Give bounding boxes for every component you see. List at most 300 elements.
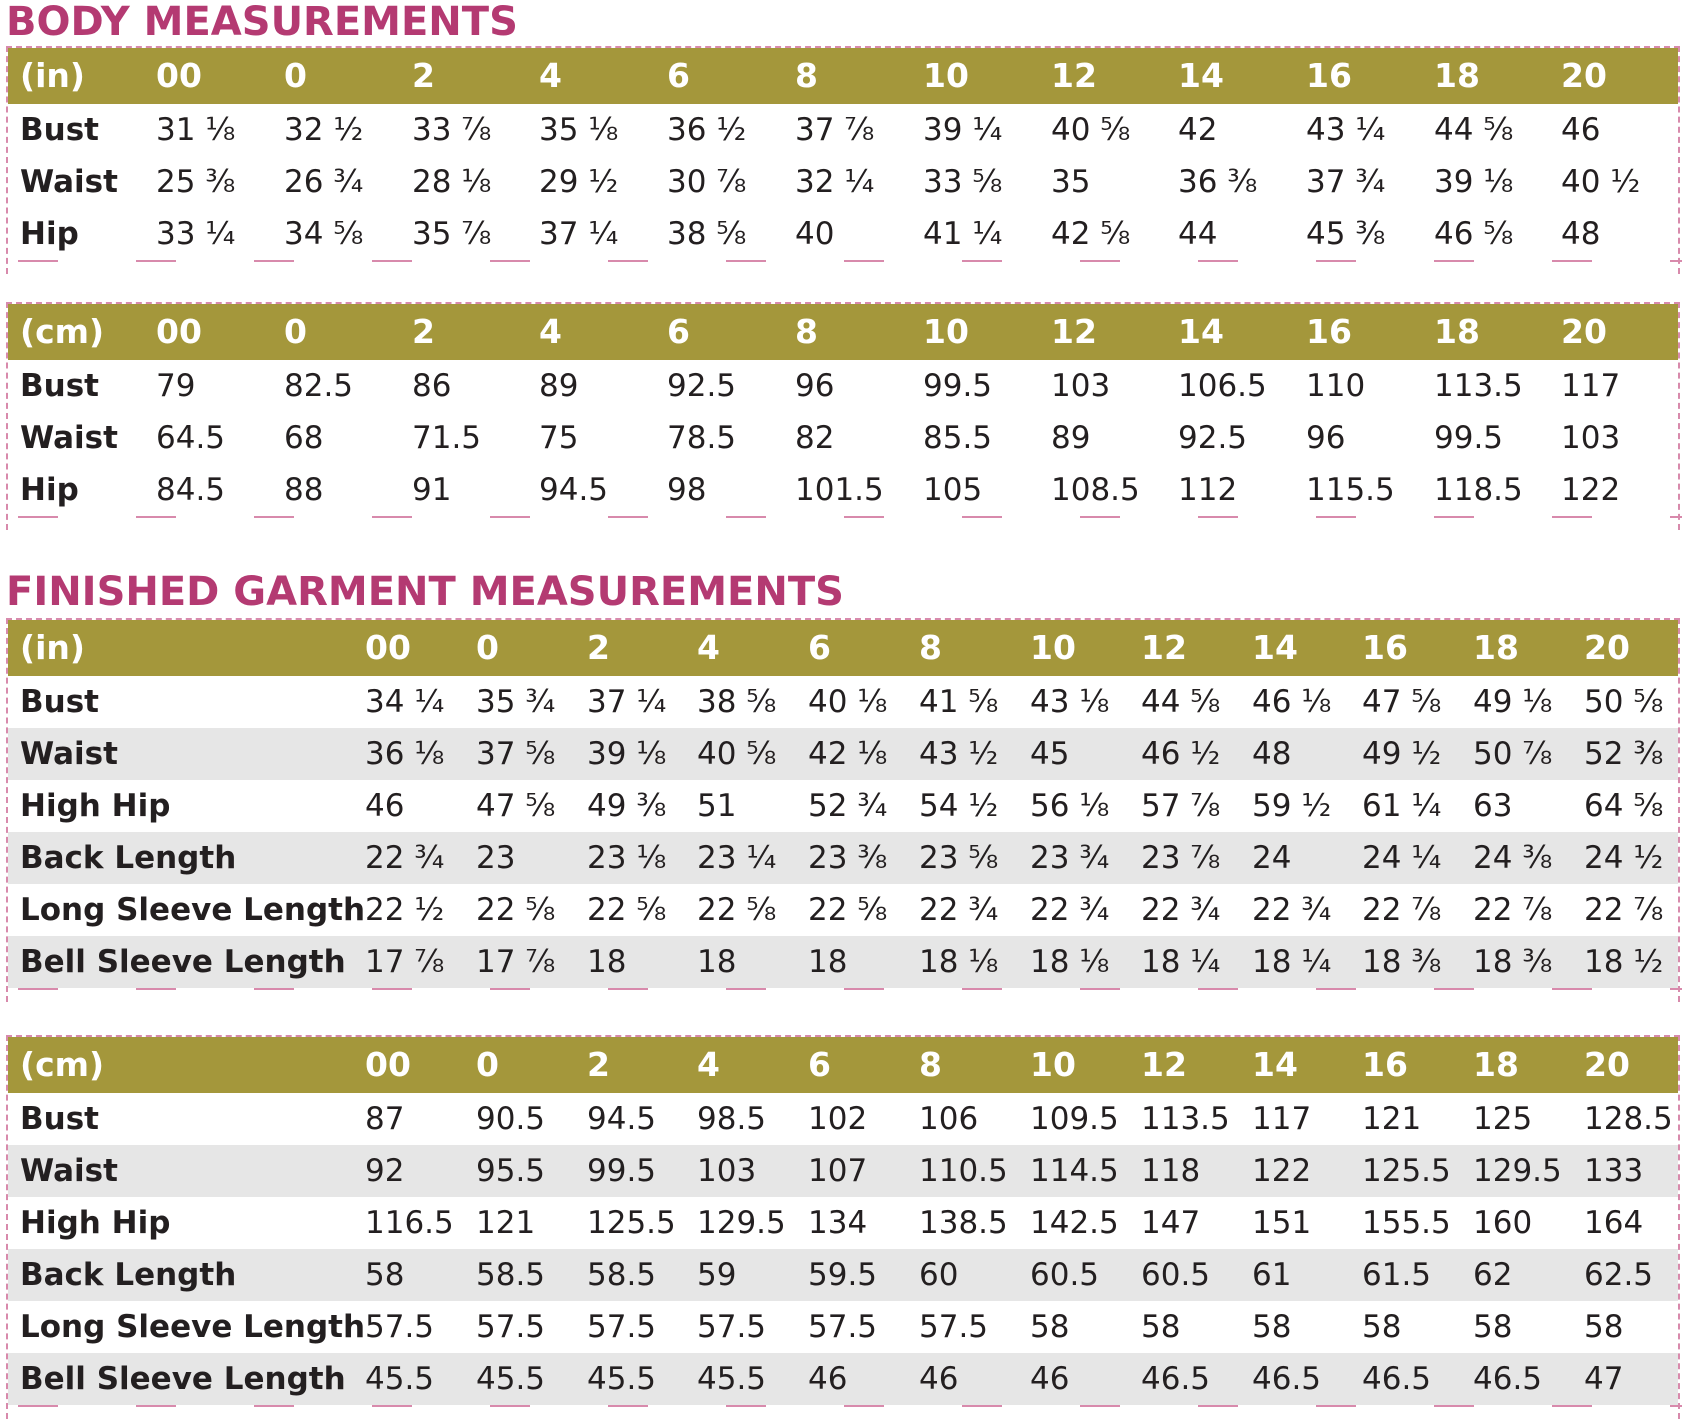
cell-value: 17 ⅞ [476, 944, 556, 980]
dash-segment [1434, 988, 1474, 990]
cell-value: 64.5 [156, 420, 226, 456]
cell-value: 46.5 [1141, 1361, 1211, 1397]
cell-value: 106 [919, 1101, 979, 1137]
cell-value: 34 ⅝ [284, 216, 364, 252]
row-label: Waist [20, 420, 118, 456]
cell-value: 61.5 [1362, 1257, 1432, 1293]
cell-value: 103 [1561, 420, 1621, 456]
table-row [8, 1353, 1678, 1405]
cell-value: 33 ⅞ [412, 112, 492, 148]
dash-segment [136, 988, 176, 990]
cell-value: 36 ½ [667, 112, 747, 148]
cell-value: 18 [587, 944, 627, 980]
dash-segment [372, 1405, 412, 1407]
row-label: Bust [20, 112, 99, 148]
cell-value: 52 ¾ [808, 788, 888, 824]
dash-segment [18, 988, 58, 990]
cell-value: 47 ⅝ [1362, 684, 1442, 720]
cell-value: 24 ½ [1584, 840, 1664, 876]
cell-value: 29 ½ [539, 164, 619, 200]
cell-value: 98 [667, 472, 707, 508]
cell-value: 46 [1030, 1361, 1070, 1397]
size-header: 00 [365, 1045, 411, 1084]
cell-value: 110 [1306, 368, 1366, 404]
cell-value: 92.5 [1178, 420, 1248, 456]
cell-value: 58 [365, 1257, 405, 1293]
table-header [8, 48, 1678, 104]
cell-value: 142.5 [1030, 1205, 1119, 1241]
cell-value: 44 [1178, 216, 1218, 252]
cell-value: 75 [539, 420, 579, 456]
garment-measurements-inches-table [6, 618, 1680, 1002]
cell-value: 25 ⅜ [156, 164, 236, 200]
cell-value: 22 ⅞ [1362, 892, 1442, 928]
cell-value: 60 [919, 1257, 959, 1293]
cell-value: 109.5 [1030, 1101, 1119, 1137]
cell-value: 99.5 [587, 1153, 657, 1189]
cell-value: 58.5 [476, 1257, 546, 1293]
cell-value: 46 [919, 1361, 959, 1397]
cell-value: 58 [1252, 1309, 1292, 1345]
cell-value: 44 ⅝ [1434, 112, 1514, 148]
dash-segment [490, 516, 530, 518]
cell-value: 22 ½ [365, 892, 445, 928]
cell-value: 98.5 [697, 1101, 767, 1137]
dash-segment [490, 1405, 530, 1407]
cell-value: 45.5 [587, 1361, 657, 1397]
dash-segment [1552, 260, 1592, 262]
size-header: 10 [923, 312, 969, 351]
cell-value: 37 ⅞ [795, 112, 875, 148]
cell-value: 164 [1584, 1205, 1644, 1241]
cell-value: 23 ⅝ [919, 840, 999, 876]
cell-value: 18 ⅛ [919, 944, 999, 980]
cell-value: 24 ⅜ [1473, 840, 1553, 876]
cell-value: 107 [808, 1153, 868, 1189]
dash-segment [608, 516, 648, 518]
cell-value: 18 ½ [1584, 944, 1664, 980]
cell-value: 23 [476, 840, 516, 876]
cell-value: 57.5 [476, 1309, 546, 1345]
cell-value: 115.5 [1306, 472, 1395, 508]
cell-value: 89 [1051, 420, 1091, 456]
cell-value: 57.5 [919, 1309, 989, 1345]
size-header: 0 [476, 1045, 499, 1084]
cell-value: 114.5 [1030, 1153, 1119, 1189]
cell-value: 58 [1141, 1309, 1181, 1345]
size-header: 12 [1051, 56, 1097, 95]
cell-value: 22 ¾ [1141, 892, 1221, 928]
cell-value: 22 ⅝ [587, 892, 667, 928]
size-header: 18 [1434, 312, 1480, 351]
cell-value: 41 ⅝ [919, 684, 999, 720]
table-row [8, 104, 1678, 156]
cell-value: 32 ¼ [795, 164, 875, 200]
dash-segment [1552, 1405, 1592, 1407]
cell-value: 22 ¾ [1030, 892, 1110, 928]
dash-segment [372, 260, 412, 262]
cell-value: 59.5 [808, 1257, 878, 1293]
size-header: 4 [697, 1045, 720, 1084]
cell-value: 58.5 [587, 1257, 657, 1293]
cell-value: 155.5 [1362, 1205, 1451, 1241]
cell-value: 28 ⅛ [412, 164, 492, 200]
dash-segment [372, 516, 412, 518]
cell-value: 58 [1362, 1309, 1402, 1345]
cell-value: 38 ⅝ [697, 684, 777, 720]
cell-value: 125.5 [587, 1205, 676, 1241]
cell-value: 56 ⅛ [1030, 788, 1110, 824]
dash-segment [372, 988, 412, 990]
dash-segment [844, 260, 884, 262]
cell-value: 37 ¾ [1306, 164, 1386, 200]
dash-segment [254, 988, 294, 990]
row-label: Waist [20, 736, 118, 772]
cell-value: 129.5 [1473, 1153, 1562, 1189]
cell-value: 22 ⅞ [1473, 892, 1553, 928]
cell-value: 18 [697, 944, 737, 980]
cell-value: 22 ¾ [365, 840, 445, 876]
dash-segment [1080, 516, 1120, 518]
cell-value: 96 [795, 368, 835, 404]
cell-value: 23 ¾ [1030, 840, 1110, 876]
cell-value: 46 [1561, 112, 1601, 148]
size-header: 8 [795, 56, 818, 95]
cell-value: 50 ⅞ [1473, 736, 1553, 772]
dash-segment [136, 516, 176, 518]
cell-value: 26 ¾ [284, 164, 364, 200]
cell-value: 79 [156, 368, 196, 404]
row-label: Bell Sleeve Length [20, 1361, 346, 1397]
cell-value: 22 ⅞ [1584, 892, 1664, 928]
row-label: Bust [20, 684, 99, 720]
cell-value: 23 ¼ [697, 840, 777, 876]
cell-value: 58 [1584, 1309, 1624, 1345]
size-header: 12 [1141, 628, 1187, 667]
cell-value: 40 ⅛ [808, 684, 888, 720]
cell-value: 22 ⅝ [697, 892, 777, 928]
cell-value: 46.5 [1252, 1361, 1322, 1397]
dash-segment [962, 988, 1002, 990]
cell-value: 46.5 [1362, 1361, 1432, 1397]
cell-value: 82 [795, 420, 835, 456]
cell-value: 46 ⅝ [1434, 216, 1514, 252]
dash-segment [254, 260, 294, 262]
cell-value: 92 [365, 1153, 405, 1189]
dash-segment [1434, 260, 1474, 262]
cell-value: 125.5 [1362, 1153, 1451, 1189]
table-row [8, 832, 1678, 884]
cell-value: 128.5 [1584, 1101, 1673, 1137]
dash-segment [136, 1405, 176, 1407]
cell-value: 36 ⅜ [1178, 164, 1258, 200]
size-header: 14 [1178, 56, 1224, 95]
cell-value: 103 [697, 1153, 757, 1189]
cell-value: 38 ⅝ [667, 216, 747, 252]
row-label: Bust [20, 1101, 99, 1137]
cell-value: 63 [1473, 788, 1513, 824]
cell-value: 35 [1051, 164, 1091, 200]
cell-value: 94.5 [539, 472, 609, 508]
cell-value: 24 [1252, 840, 1292, 876]
table-bottom-border [8, 260, 1678, 274]
dash-segment [726, 260, 766, 262]
size-header: 12 [1051, 312, 1097, 351]
row-label: Bell Sleeve Length [20, 944, 346, 980]
cell-value: 48 [1561, 216, 1601, 252]
cell-value: 87 [365, 1101, 405, 1137]
dash-segment [608, 260, 648, 262]
row-label: Long Sleeve Length [20, 1309, 366, 1345]
table-row [8, 464, 1678, 516]
cell-value: 37 ¼ [539, 216, 619, 252]
size-header: 00 [156, 56, 202, 95]
size-header: 18 [1434, 56, 1480, 95]
cell-value: 18 ¼ [1141, 944, 1221, 980]
cell-value: 101.5 [795, 472, 884, 508]
cell-value: 129.5 [697, 1205, 786, 1241]
unit-label: (cm) [20, 312, 105, 351]
cell-value: 62.5 [1584, 1257, 1654, 1293]
body-measurements-inches-table [6, 46, 1680, 274]
size-header: 20 [1561, 312, 1607, 351]
dash-segment [1080, 1405, 1120, 1407]
dash-segment [1080, 260, 1120, 262]
cell-value: 36 ⅛ [365, 736, 445, 772]
cell-value: 39 ¼ [923, 112, 1003, 148]
cell-value: 118 [1141, 1153, 1201, 1189]
size-header: 2 [412, 312, 435, 351]
cell-value: 118.5 [1434, 472, 1523, 508]
size-header: 00 [156, 312, 202, 351]
cell-value: 46 ½ [1141, 736, 1221, 772]
cell-value: 33 ⅝ [923, 164, 1003, 200]
cell-value: 133 [1584, 1153, 1644, 1189]
cell-value: 47 [1584, 1361, 1624, 1397]
cell-value: 32 ½ [284, 112, 364, 148]
table-row [8, 780, 1678, 832]
table-row [8, 360, 1678, 412]
cell-value: 94.5 [587, 1101, 657, 1137]
cell-value: 89 [539, 368, 579, 404]
size-header: 6 [667, 312, 690, 351]
dash-segment [1552, 988, 1592, 990]
unit-label: (in) [20, 56, 85, 95]
size-header: 2 [587, 628, 610, 667]
finished-garment-measurements-title: FINISHED GARMENT MEASUREMENTS [6, 569, 844, 615]
cell-value: 106.5 [1178, 368, 1267, 404]
table-row [8, 728, 1678, 780]
cell-value: 78.5 [667, 420, 737, 456]
size-header: 2 [587, 1045, 610, 1084]
cell-value: 37 ¼ [587, 684, 667, 720]
dash-segment [1316, 516, 1356, 518]
cell-value: 45 [1030, 736, 1070, 772]
cell-value: 35 ⅞ [412, 216, 492, 252]
dash-segment [136, 260, 176, 262]
cell-value: 46 ⅛ [1252, 684, 1332, 720]
table-row [8, 1145, 1678, 1197]
cell-value: 113.5 [1141, 1101, 1230, 1137]
dash-segment [726, 516, 766, 518]
cell-value: 117 [1561, 368, 1621, 404]
cell-value: 84.5 [156, 472, 226, 508]
row-label: Back Length [20, 1257, 237, 1293]
dash-segment [1198, 260, 1238, 262]
dash-segment [1316, 260, 1356, 262]
cell-value: 23 ⅜ [808, 840, 888, 876]
size-header: 20 [1584, 628, 1630, 667]
cell-value: 122 [1561, 472, 1621, 508]
cell-value: 40 [795, 216, 835, 252]
size-header: 10 [1030, 628, 1076, 667]
size-header: 4 [539, 56, 562, 95]
table-bottom-border [8, 516, 1678, 530]
size-header: 16 [1306, 312, 1352, 351]
cell-value: 68 [284, 420, 324, 456]
cell-value: 18 ⅛ [1030, 944, 1110, 980]
cell-value: 57.5 [808, 1309, 878, 1345]
dash-segment [844, 988, 884, 990]
dash-segment [254, 1405, 294, 1407]
size-header: 2 [412, 56, 435, 95]
cell-value: 49 ½ [1362, 736, 1442, 772]
size-header: 16 [1306, 56, 1352, 95]
cell-value: 85.5 [923, 420, 993, 456]
size-header: 18 [1473, 1045, 1519, 1084]
size-header: 14 [1178, 312, 1224, 351]
cell-value: 50 ⅝ [1584, 684, 1664, 720]
cell-value: 42 [1178, 112, 1218, 148]
unit-label: (cm) [20, 1045, 105, 1084]
size-header: 20 [1561, 56, 1607, 95]
cell-value: 43 ¼ [1306, 112, 1386, 148]
cell-value: 34 ¼ [365, 684, 445, 720]
table-row [8, 1197, 1678, 1249]
cell-value: 39 ⅛ [587, 736, 667, 772]
dash-segment [962, 1405, 1002, 1407]
dash-segment [844, 516, 884, 518]
cell-value: 46 [808, 1361, 848, 1397]
dash-segment [608, 988, 648, 990]
size-header: 18 [1473, 628, 1519, 667]
cell-value: 52 ⅜ [1584, 736, 1664, 772]
size-header: 6 [808, 628, 831, 667]
cell-value: 22 ¾ [919, 892, 999, 928]
cell-value: 40 ½ [1561, 164, 1641, 200]
dash-segment [1670, 260, 1682, 262]
dash-segment [1434, 1405, 1474, 1407]
dash-segment [1670, 516, 1682, 518]
cell-value: 102 [808, 1101, 868, 1137]
cell-value: 35 ¾ [476, 684, 556, 720]
row-label: High Hip [20, 788, 171, 824]
dash-segment [1552, 516, 1592, 518]
dash-segment [962, 260, 1002, 262]
cell-value: 58 [1030, 1309, 1070, 1345]
table-row [8, 676, 1678, 728]
dash-segment [490, 988, 530, 990]
cell-value: 59 ½ [1252, 788, 1332, 824]
size-header: 8 [919, 1045, 942, 1084]
cell-value: 82.5 [284, 368, 354, 404]
cell-value: 49 ⅜ [587, 788, 667, 824]
dash-segment [1316, 988, 1356, 990]
cell-value: 45.5 [365, 1361, 435, 1397]
cell-value: 22 ¾ [1252, 892, 1332, 928]
cell-value: 17 ⅞ [365, 944, 445, 980]
cell-value: 122 [1252, 1153, 1312, 1189]
dash-segment [1198, 516, 1238, 518]
cell-value: 99.5 [923, 368, 993, 404]
cell-value: 125 [1473, 1101, 1533, 1137]
dash-segment [18, 516, 58, 518]
cell-value: 99.5 [1434, 420, 1504, 456]
cell-value: 160 [1473, 1205, 1533, 1241]
garment-measurements-cm-table [6, 1035, 1680, 1419]
cell-value: 46 [365, 788, 405, 824]
cell-value: 47 ⅝ [476, 788, 556, 824]
dash-segment [490, 260, 530, 262]
cell-value: 151 [1252, 1205, 1312, 1241]
body-measurements-title: BODY MEASUREMENTS [6, 0, 518, 45]
cell-value: 71.5 [412, 420, 482, 456]
size-header: 6 [667, 56, 690, 95]
cell-value: 37 ⅝ [476, 736, 556, 772]
dash-segment [1080, 988, 1120, 990]
cell-value: 61 [1252, 1257, 1292, 1293]
cell-value: 45 ⅜ [1306, 216, 1386, 252]
dash-segment [1198, 1405, 1238, 1407]
table-header [8, 304, 1678, 360]
table-row [8, 412, 1678, 464]
cell-value: 42 ⅛ [808, 736, 888, 772]
row-label: Waist [20, 1153, 118, 1189]
dash-segment [18, 260, 58, 262]
cell-value: 57.5 [587, 1309, 657, 1345]
size-header: 10 [923, 56, 969, 95]
table-row [8, 1249, 1678, 1301]
cell-value: 96 [1306, 420, 1346, 456]
cell-value: 147 [1141, 1205, 1201, 1241]
table-row [8, 884, 1678, 936]
table-bottom-border [8, 988, 1678, 1002]
cell-value: 44 ⅝ [1141, 684, 1221, 720]
cell-value: 35 ⅛ [539, 112, 619, 148]
dash-segment [1316, 1405, 1356, 1407]
cell-value: 41 ¼ [923, 216, 1003, 252]
cell-value: 60.5 [1141, 1257, 1211, 1293]
cell-value: 121 [1362, 1101, 1422, 1137]
cell-value: 45.5 [476, 1361, 546, 1397]
cell-value: 43 ½ [919, 736, 999, 772]
size-header: 0 [476, 628, 499, 667]
cell-value: 57.5 [697, 1309, 767, 1345]
size-header: 10 [1030, 1045, 1076, 1084]
dash-segment [726, 988, 766, 990]
cell-value: 138.5 [919, 1205, 1008, 1241]
cell-value: 105 [923, 472, 983, 508]
row-label: Back Length [20, 840, 237, 876]
cell-value: 61 ¼ [1362, 788, 1442, 824]
cell-value: 108.5 [1051, 472, 1140, 508]
size-header: 12 [1141, 1045, 1187, 1084]
table-row [8, 208, 1678, 260]
size-header: 6 [808, 1045, 831, 1084]
dash-segment [726, 1405, 766, 1407]
row-label: High Hip [20, 1205, 171, 1241]
dash-segment [18, 1405, 58, 1407]
